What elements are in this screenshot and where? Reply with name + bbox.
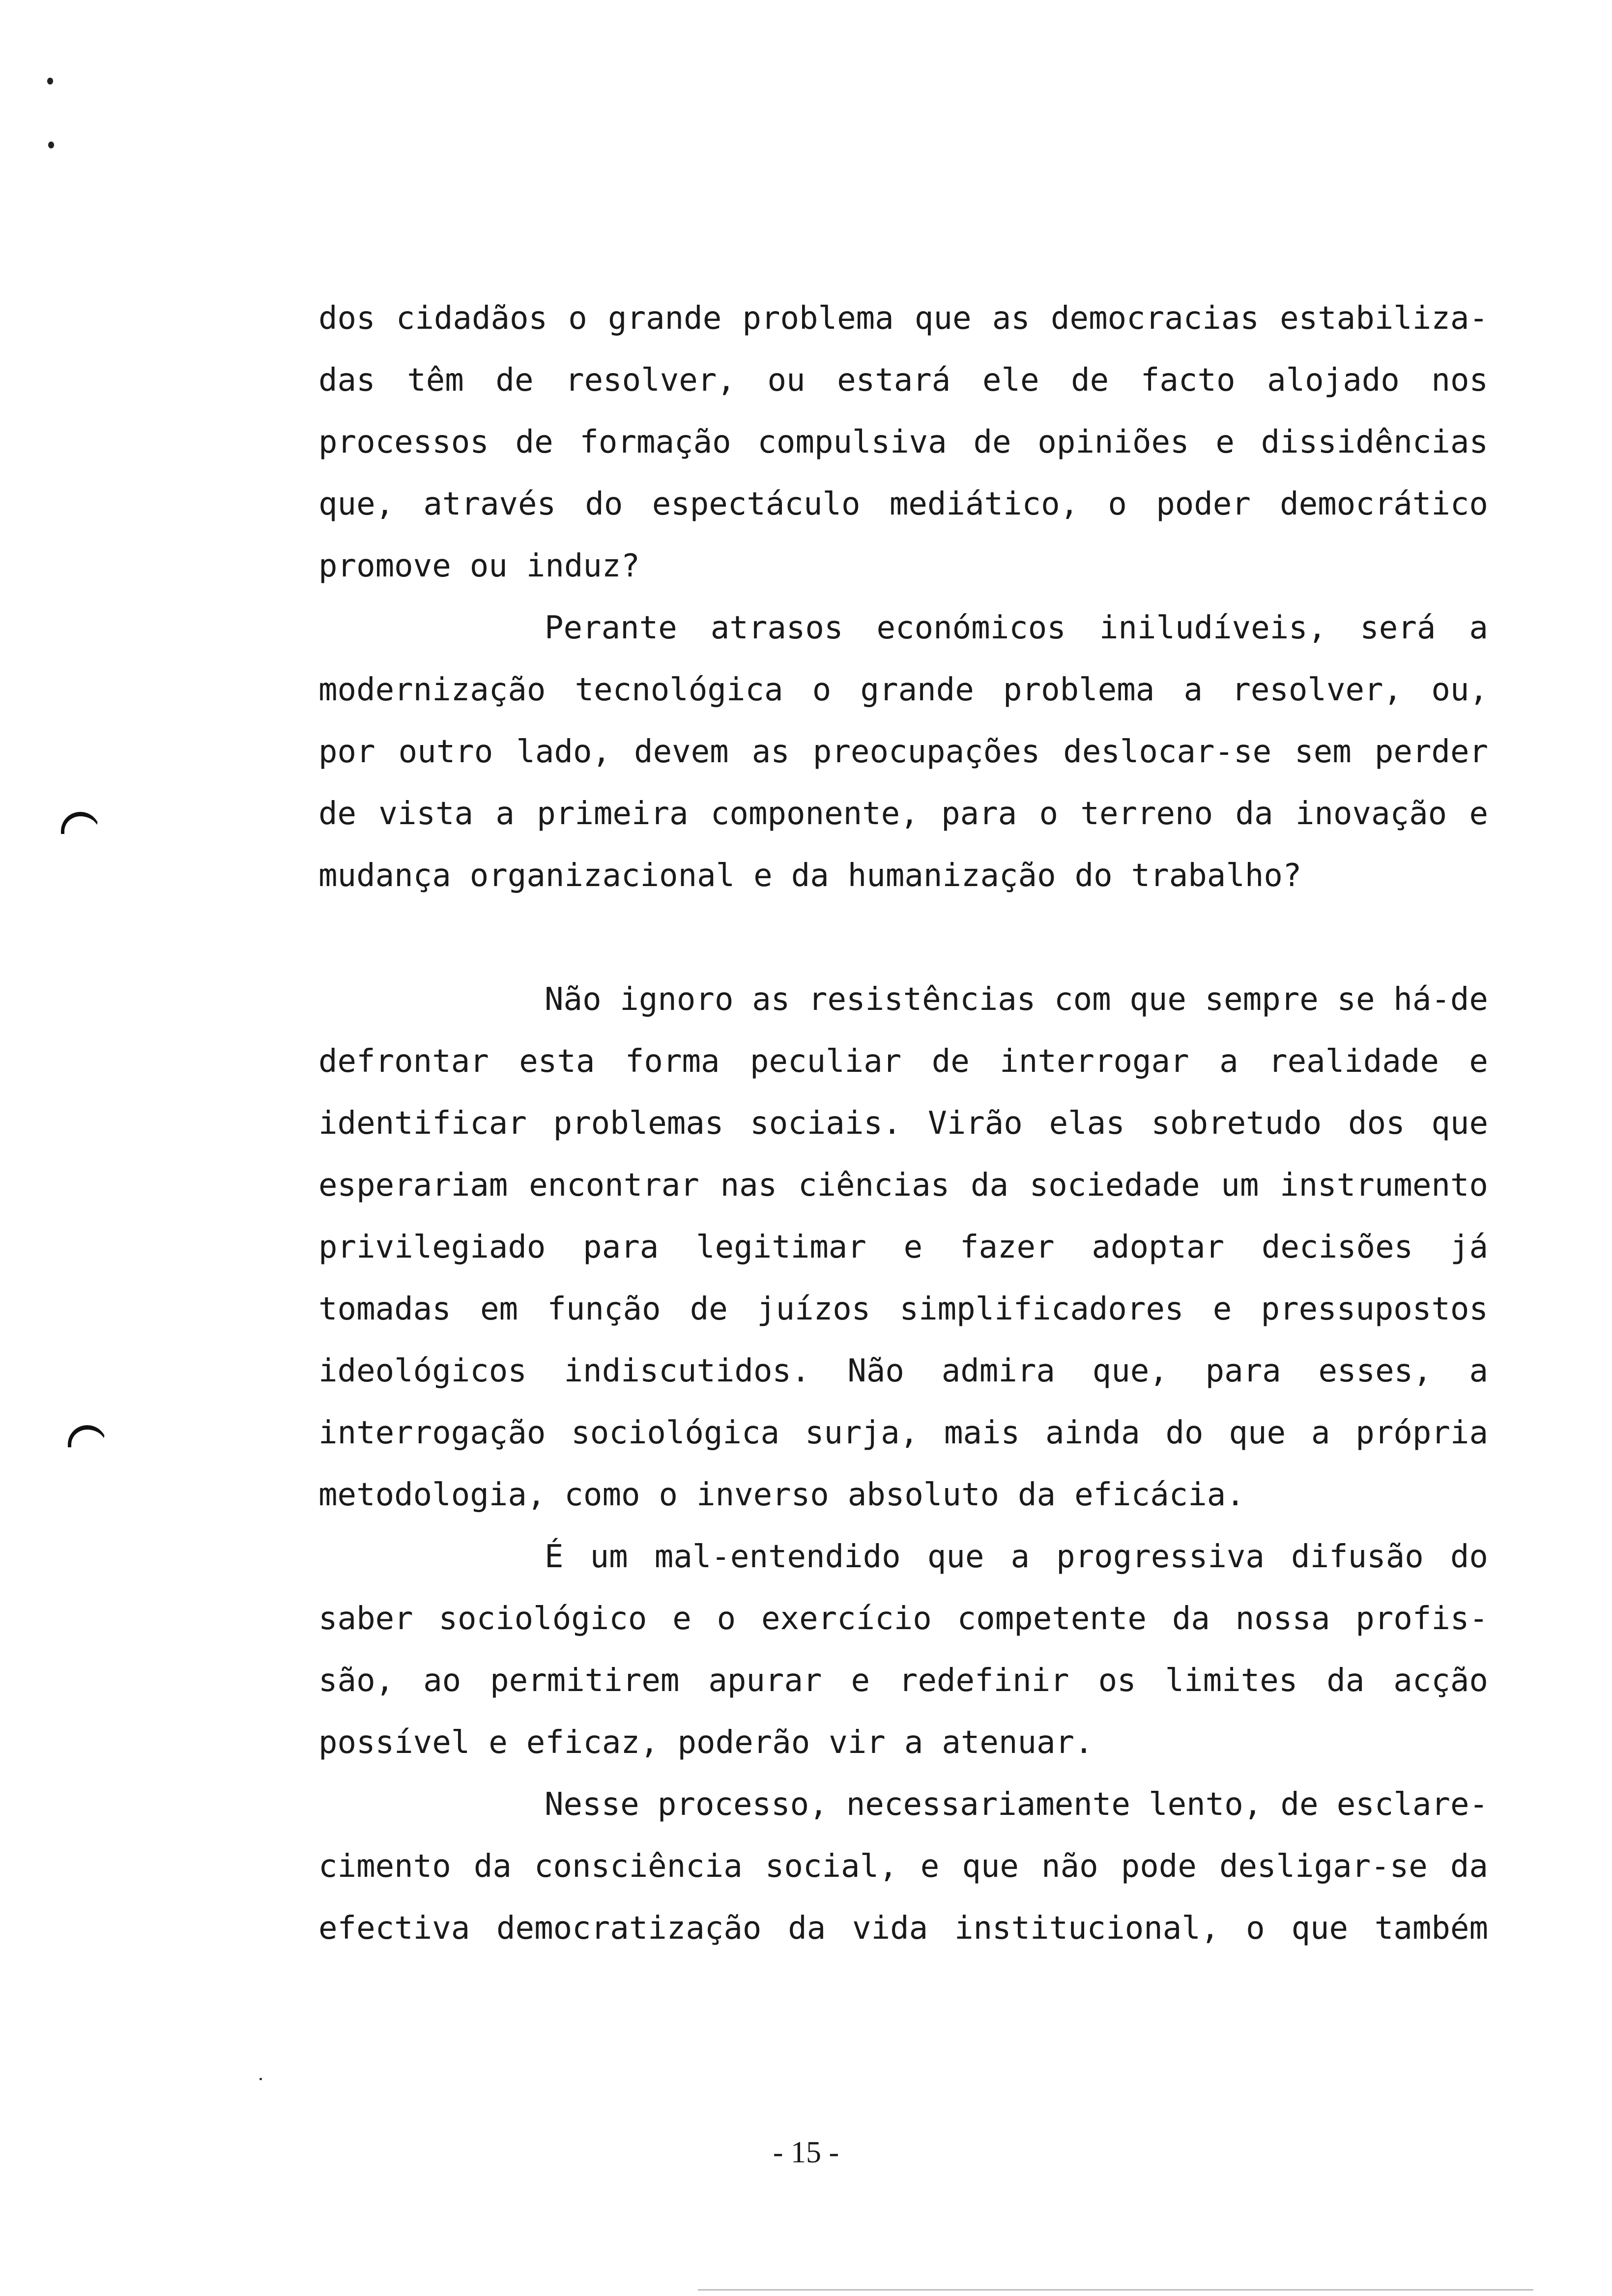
word: do — [1165, 1415, 1204, 1451]
word: função — [547, 1291, 661, 1327]
word: têm — [407, 362, 464, 399]
word: social, — [765, 1848, 898, 1885]
body-text — [318, 287, 1488, 1959]
word: saber — [318, 1601, 413, 1637]
word: em — [480, 1291, 518, 1327]
word: de — [931, 1043, 970, 1080]
word: da — [1450, 1848, 1488, 1885]
word: competente — [957, 1601, 1147, 1637]
word: de — [318, 796, 357, 832]
text-line — [318, 1402, 1488, 1464]
word: que — [1291, 1910, 1349, 1947]
text-line — [318, 1526, 1488, 1588]
text-line — [318, 845, 1488, 907]
word: modernização — [318, 672, 546, 708]
word: vir — [829, 1724, 886, 1761]
word: que — [1129, 981, 1186, 1018]
word: Não — [545, 981, 602, 1018]
word: necessariamente — [846, 1786, 1130, 1823]
word: induz? — [526, 548, 640, 584]
word: ou, — [1431, 672, 1488, 708]
word: e — [903, 1229, 923, 1265]
word: sociológico — [438, 1601, 647, 1637]
word: esta — [519, 1043, 595, 1080]
word: e — [753, 858, 773, 894]
word: dos — [1348, 1105, 1405, 1142]
word: adoptar — [1092, 1229, 1225, 1265]
word: elas — [1049, 1105, 1125, 1142]
text-line — [318, 1092, 1488, 1154]
word: privilegiado — [318, 1229, 546, 1265]
word: facto — [1140, 362, 1236, 399]
text-line — [318, 1154, 1488, 1216]
word: cidadãos — [396, 300, 548, 337]
word: eficaz, — [526, 1724, 659, 1761]
word: deslocar-se — [1063, 734, 1272, 770]
word: os — [1098, 1663, 1136, 1699]
word: de — [495, 362, 534, 399]
word: decisões — [1261, 1229, 1413, 1265]
word: que — [914, 300, 972, 337]
word: as — [751, 734, 790, 770]
word: difusão — [1291, 1539, 1424, 1575]
word: através — [423, 486, 556, 522]
word: grande — [608, 300, 722, 337]
word: admira — [941, 1353, 1055, 1389]
word: que — [1229, 1415, 1286, 1451]
text-line — [318, 1836, 1488, 1897]
word: sociedade — [1029, 1167, 1200, 1204]
text-line — [318, 411, 1488, 473]
word: atenuar. — [942, 1724, 1094, 1761]
text-line — [318, 1897, 1488, 1959]
word: instrumento — [1280, 1167, 1488, 1204]
word: espectáculo — [652, 486, 861, 522]
word: ignoro — [620, 981, 734, 1018]
text-line — [318, 1340, 1488, 1402]
word: são, — [318, 1663, 395, 1699]
word: sociológica — [571, 1415, 780, 1451]
word: acção — [1393, 1663, 1488, 1699]
word: de — [690, 1291, 728, 1327]
text-line — [318, 1774, 1488, 1836]
text-line — [318, 1031, 1488, 1092]
scan-dot — [259, 2078, 262, 2080]
word: pode — [1121, 1848, 1197, 1885]
word: o — [1039, 796, 1059, 832]
word: com — [1054, 981, 1111, 1018]
word: terreno — [1080, 796, 1213, 832]
word: das — [318, 362, 375, 399]
word: esperariam — [318, 1167, 508, 1204]
word: democrático — [1280, 486, 1488, 522]
word: trabalho? — [1131, 858, 1302, 894]
word: lento, — [1149, 1786, 1263, 1823]
word: institucional, — [954, 1910, 1220, 1947]
word: e — [672, 1601, 691, 1637]
word: do — [585, 486, 623, 522]
word: ao — [423, 1663, 461, 1699]
word: esclare- — [1336, 1786, 1488, 1823]
word: progressiva — [1056, 1539, 1265, 1575]
word: nossa — [1235, 1601, 1330, 1637]
word: de — [1280, 1786, 1319, 1823]
word: realidade — [1268, 1043, 1439, 1080]
word: esses, — [1318, 1353, 1432, 1389]
word: É — [545, 1539, 564, 1575]
word: fazer — [959, 1229, 1055, 1265]
scan-dot — [47, 78, 53, 85]
word: profis- — [1355, 1601, 1488, 1637]
word: e — [1469, 796, 1488, 832]
word: resolver, — [565, 362, 736, 399]
word: promove — [318, 548, 451, 584]
word: Não — [847, 1353, 904, 1389]
word: exercício — [761, 1601, 932, 1637]
word: como — [564, 1477, 640, 1513]
word: para — [1205, 1353, 1281, 1389]
word: processos — [318, 424, 489, 460]
text-line — [318, 473, 1488, 535]
word: ciências — [798, 1167, 950, 1204]
word: de — [1071, 362, 1109, 399]
word: juízos — [757, 1291, 871, 1327]
word: devem — [634, 734, 729, 770]
punch-hole-mark — [68, 1425, 107, 1447]
word: redefinir — [898, 1663, 1069, 1699]
word: humanização — [847, 858, 1056, 894]
word: grande — [860, 672, 974, 708]
word: a — [1219, 1043, 1238, 1080]
word: da — [1235, 796, 1273, 832]
word: mal-entendido — [654, 1539, 901, 1575]
word: identificar — [318, 1105, 527, 1142]
word: o — [1108, 486, 1127, 522]
word: compulsiva — [757, 424, 947, 460]
word: inovação — [1295, 796, 1447, 832]
word: poder — [1156, 486, 1251, 522]
word: peculiar — [750, 1043, 902, 1080]
text-line — [318, 783, 1488, 845]
word: da — [1326, 1663, 1365, 1699]
word: sobretudo — [1151, 1105, 1322, 1142]
word: mais — [944, 1415, 1020, 1451]
word: indiscutidos. — [564, 1353, 810, 1389]
scan-dot — [48, 142, 54, 148]
page-number: - 15 - — [773, 2136, 839, 2169]
word: do — [1074, 858, 1113, 894]
text-line — [318, 1712, 1488, 1774]
word: surja, — [805, 1415, 919, 1451]
word: o — [812, 672, 832, 708]
word: primeira — [537, 796, 689, 832]
word: poderão — [677, 1724, 810, 1761]
word: económicos — [876, 610, 1066, 646]
word: as — [992, 300, 1030, 337]
punch-hole-mark — [61, 812, 100, 834]
word: será — [1360, 610, 1436, 646]
word: o — [659, 1477, 678, 1513]
text-line — [318, 1216, 1488, 1278]
word: da — [1018, 1477, 1056, 1513]
word: se — [1337, 981, 1375, 1018]
word: também — [1374, 1910, 1488, 1947]
text-line — [318, 1464, 1488, 1526]
word: estará — [837, 362, 951, 399]
word: encontrar — [529, 1167, 699, 1204]
text-line — [318, 1278, 1488, 1340]
word: e — [1215, 424, 1235, 460]
word: que, — [318, 486, 395, 522]
word: problemas — [553, 1105, 724, 1142]
word: o — [1246, 1910, 1265, 1947]
scan-edge-line — [698, 2289, 1533, 2291]
word: perder — [1374, 734, 1488, 770]
word: Nesse — [545, 1786, 639, 1823]
word: problema — [1003, 672, 1155, 708]
word: mudança — [318, 858, 451, 894]
word: ainda — [1045, 1415, 1140, 1451]
word: dissidências — [1261, 424, 1488, 460]
word: vida — [852, 1910, 928, 1947]
word: limites — [1165, 1663, 1298, 1699]
word: de — [515, 424, 553, 460]
word: ou — [767, 362, 806, 399]
word: sociais. — [750, 1105, 902, 1142]
word: que, — [1092, 1353, 1168, 1389]
text-line — [318, 721, 1488, 783]
word: a — [1183, 672, 1203, 708]
word: pressupostos — [1261, 1291, 1488, 1327]
word: já — [1450, 1229, 1488, 1265]
word: Virão — [928, 1105, 1023, 1142]
word: defrontar — [318, 1043, 489, 1080]
word: iniludíveis, — [1099, 610, 1327, 646]
word: tomadas — [318, 1291, 451, 1327]
word: de — [973, 424, 1011, 460]
word: ele — [982, 362, 1039, 399]
word: problema — [742, 300, 894, 337]
text-line — [318, 659, 1488, 721]
word: que — [1431, 1105, 1488, 1142]
word: ideológicos — [318, 1353, 527, 1389]
word: resolver, — [1232, 672, 1403, 708]
word: permitirem — [490, 1663, 680, 1699]
word: a — [1469, 1353, 1488, 1389]
word: tecnológica — [575, 672, 783, 708]
word: o — [568, 300, 587, 337]
word: desligar-se — [1219, 1848, 1428, 1885]
word: forma — [625, 1043, 720, 1080]
word: estabiliza- — [1280, 300, 1488, 337]
word: resistências — [808, 981, 1036, 1018]
word: a — [1311, 1415, 1330, 1451]
word: processo, — [657, 1786, 828, 1823]
word: da — [473, 1848, 512, 1885]
word: cimento — [318, 1848, 451, 1885]
word: e — [920, 1848, 940, 1885]
word: preocupações — [812, 734, 1040, 770]
word: para — [941, 796, 1017, 832]
text-line — [318, 535, 1488, 597]
word: e — [489, 1724, 508, 1761]
word: e — [1212, 1291, 1232, 1327]
word: que — [962, 1848, 1019, 1885]
word: outro — [398, 734, 493, 770]
word: não — [1041, 1848, 1098, 1885]
word: componente, — [710, 796, 919, 832]
word: a — [904, 1724, 923, 1761]
word: um — [1221, 1167, 1259, 1204]
word: simplificadores — [899, 1291, 1184, 1327]
word: dos — [318, 300, 375, 337]
word: sem — [1295, 734, 1352, 770]
word: vista — [378, 796, 474, 832]
word: há-de — [1393, 981, 1488, 1018]
word: legitimar — [696, 1229, 866, 1265]
word: própria — [1355, 1415, 1488, 1451]
text-line — [318, 969, 1488, 1031]
word: a — [495, 796, 515, 832]
word: apurar — [708, 1663, 822, 1699]
word: atrasos — [710, 610, 843, 646]
word: alojado — [1267, 362, 1400, 399]
word: para — [583, 1229, 659, 1265]
word: opiniões — [1037, 424, 1189, 460]
word: consciência — [534, 1848, 743, 1885]
word: interrogar — [1000, 1043, 1189, 1080]
word: formação — [579, 424, 731, 460]
text-line — [318, 349, 1488, 411]
word: e — [851, 1663, 870, 1699]
text-line — [318, 287, 1488, 349]
word: inverso — [696, 1477, 829, 1513]
word: o — [717, 1601, 736, 1637]
word: e — [1469, 1043, 1488, 1080]
word: da — [1172, 1601, 1210, 1637]
word: sempre — [1205, 981, 1319, 1018]
word: organizacional — [469, 858, 735, 894]
word: a — [1010, 1539, 1030, 1575]
word: da — [788, 1910, 826, 1947]
word: por — [318, 734, 375, 770]
word: que — [927, 1539, 984, 1575]
word: efectiva — [318, 1910, 470, 1947]
word: as — [752, 981, 790, 1018]
word: a — [1469, 610, 1488, 646]
word: mediático, — [889, 486, 1079, 522]
word: democratização — [496, 1910, 762, 1947]
word: possível — [318, 1724, 470, 1761]
word: nas — [720, 1167, 777, 1204]
word: da — [791, 858, 829, 894]
word: democracias — [1051, 300, 1259, 337]
word: do — [1450, 1539, 1488, 1575]
text-line — [318, 1588, 1488, 1650]
word: metodologia, — [318, 1477, 546, 1513]
word: ou — [469, 548, 508, 584]
word: interrogação — [318, 1415, 546, 1451]
text-line — [318, 1650, 1488, 1712]
word: absoluto — [847, 1477, 999, 1513]
word: eficácia. — [1074, 1477, 1245, 1513]
word: lado, — [516, 734, 611, 770]
word: um — [590, 1539, 628, 1575]
text-line — [318, 597, 1488, 659]
word: nos — [1431, 362, 1488, 399]
word: Perante — [545, 610, 677, 646]
word: da — [970, 1167, 1008, 1204]
